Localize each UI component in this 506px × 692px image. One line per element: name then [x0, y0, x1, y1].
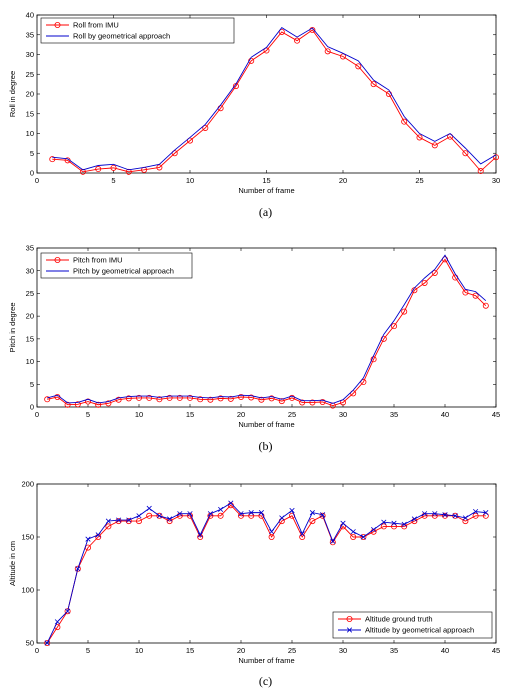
- y-tick-label: 40: [25, 10, 34, 20]
- x-axis-label: Number of frame: [238, 420, 295, 429]
- x-tick-label: 25: [415, 176, 424, 185]
- y-tick-label: 15: [25, 109, 34, 119]
- x-tick-label: 20: [236, 646, 246, 655]
- x-tick-label: 20: [338, 176, 348, 185]
- chart-3: [8, 480, 500, 688]
- legend: [41, 253, 192, 278]
- y-tick-label: 35: [25, 30, 34, 40]
- x-tick-label: 5: [85, 646, 91, 655]
- y-tick-label: 20: [25, 311, 34, 321]
- x-axis-label: Number of frame: [238, 656, 295, 665]
- x-tick-label: 0: [34, 410, 40, 419]
- y-tick-label: 15: [25, 334, 34, 344]
- figure-caption: (b): [258, 439, 273, 453]
- x-tick-label: 10: [134, 646, 144, 655]
- y-tick-label: 10: [25, 129, 34, 139]
- legend: [333, 612, 492, 638]
- x-axis-label: Number of frame: [238, 186, 295, 195]
- x-tick-label: 15: [185, 410, 195, 419]
- y-tick-label: 50: [25, 638, 34, 648]
- x-tick-label: 0: [34, 176, 40, 185]
- x-tick-label: 40: [440, 646, 450, 655]
- chart-1: [8, 11, 500, 219]
- x-tick-label: 30: [491, 176, 501, 185]
- x-tick-label: 0: [34, 646, 40, 655]
- figure-caption: (c): [258, 674, 273, 688]
- x-tick-label: 5: [111, 176, 116, 185]
- x-tick-label: 25: [287, 646, 297, 655]
- y-tick-label: 0: [29, 168, 34, 178]
- x-tick-label: 15: [185, 646, 195, 655]
- x-tick-label: 30: [338, 646, 348, 655]
- y-axis-label: Roll in degree: [8, 70, 17, 118]
- y-tick-label: 10: [25, 357, 34, 367]
- y-tick-label: 30: [25, 266, 34, 276]
- y-tick-label: 5: [29, 379, 34, 389]
- x-tick-label: 15: [262, 176, 271, 185]
- legend-label: Roll by geometrical approach: [73, 31, 171, 41]
- x-tick-label: 25: [287, 410, 297, 419]
- legend-label: Altitude by geometrical approach: [365, 625, 475, 635]
- y-tick-label: 100: [21, 585, 34, 595]
- y-tick-label: 25: [25, 69, 34, 79]
- chart-2: [8, 244, 500, 453]
- y-tick-label: 25: [25, 289, 34, 299]
- x-tick-label: 10: [134, 410, 144, 419]
- legend-label: Pitch by geometrical approach: [73, 266, 174, 276]
- figure-caption: (a): [258, 205, 273, 219]
- y-tick-label: 200: [21, 479, 34, 489]
- legend-label: Altitude ground truth: [365, 614, 433, 624]
- x-tick-label: 45: [491, 646, 501, 655]
- legend-label: Roll from IMU: [73, 20, 119, 30]
- x-tick-label: 10: [185, 176, 195, 185]
- x-tick-label: 5: [85, 410, 91, 419]
- y-tick-label: 30: [25, 50, 34, 60]
- y-tick-label: 5: [29, 148, 34, 158]
- legend: [41, 18, 234, 43]
- x-tick-label: 20: [236, 410, 246, 419]
- x-tick-label: 30: [338, 410, 348, 419]
- x-tick-label: 35: [389, 646, 399, 655]
- x-tick-label: 45: [491, 410, 501, 419]
- legend-label: Pitch from IMU: [73, 255, 123, 265]
- y-tick-label: 20: [25, 89, 34, 99]
- y-axis-label: Pitch in degree: [8, 302, 17, 353]
- y-tick-label: 0: [29, 402, 34, 412]
- y-tick-label: 150: [21, 532, 34, 542]
- x-tick-label: 35: [389, 410, 399, 419]
- x-tick-label: 40: [440, 410, 450, 419]
- y-axis-label: Altitude in cm: [8, 540, 17, 587]
- y-tick-label: 35: [25, 243, 34, 253]
